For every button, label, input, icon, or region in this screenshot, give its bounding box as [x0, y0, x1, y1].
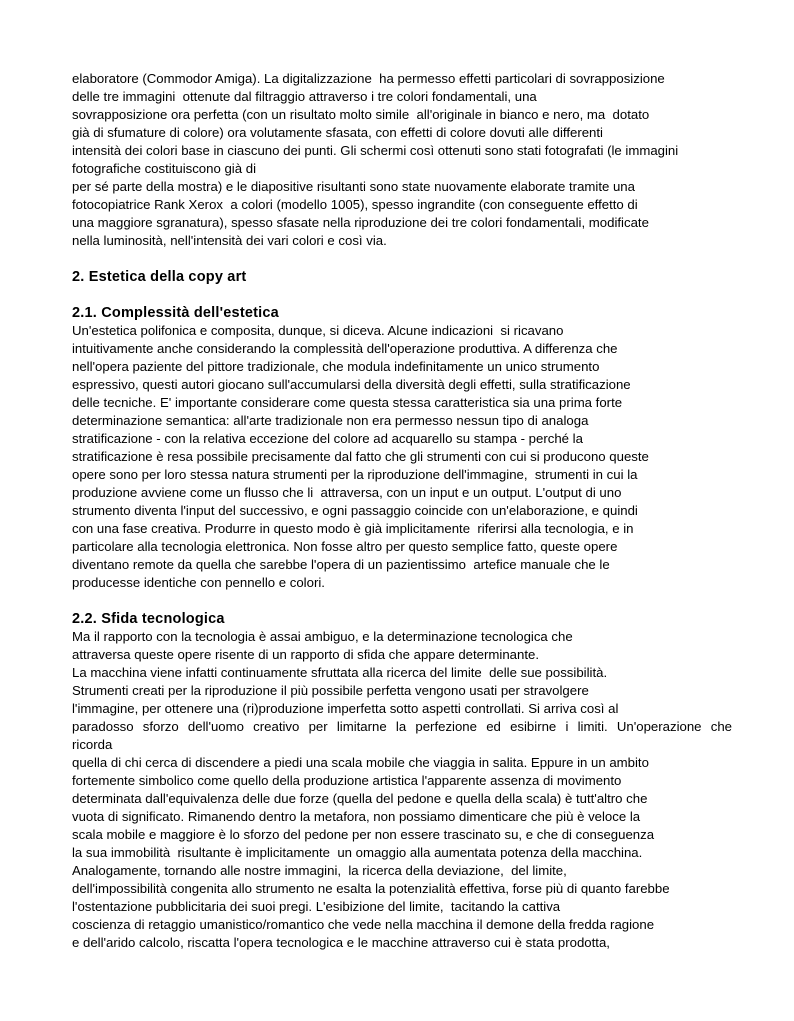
text-line: delle tecniche. E' importante considerare come questa stessa caratteristica sia una prima forte — [72, 395, 623, 410]
text-line: e dell'arido calcolo, riscatta l'opera tecnologica e le macchine attraverso cui è stata prodotta, — [72, 935, 610, 950]
document-body — [72, 70, 732, 952]
text-line: l'immagine, per ottenere una (ri)produzione imperfetta sotto aspetti controllati. Si arriva così al — [72, 701, 619, 716]
text-line: dell'impossibilità congenita allo strumento ne esalta la potenzialità effettiva, forse più di quanto farebbe — [72, 881, 670, 896]
text-line: Strumenti creati per la riproduzione il più possibile perfetta vengono usati per stravolgere — [72, 683, 589, 698]
text-line: elaboratore (Commodor Amiga). La digitalizzazione ha permesso effetti particolari di sovrapposizione — [72, 71, 665, 86]
text-line: quella di chi cerca di discendere a piedi una scala mobile che viaggia in salita. Eppure in un ambito — [72, 755, 649, 770]
text-line: opere sono per loro stessa natura strumenti per la riproduzione dell'immagine, strumenti in cui la — [72, 467, 638, 482]
intro-continuation-paragraph — [72, 70, 732, 250]
text-line: fotografiche costituiscono già di — [72, 161, 257, 176]
text-line: nella luminosità, nell'intensità dei vari colori e così via. — [72, 233, 387, 248]
text-line: delle tre immagini ottenute dal filtraggio attraverso i tre colori fondamentali, una — [72, 89, 537, 104]
text-line: attraversa queste opere risente di un rapporto di sfida che appare determinante. — [72, 647, 539, 662]
text-line: particolare alla tecnologia elettronica. Non fosse altro per questo semplice fatto, queste opere — [72, 539, 618, 554]
text-line: intuitivamente anche considerando la complessità dell'operazione produttiva. A differenza che — [72, 341, 618, 356]
text-line: espressivo, questi autori giocano sull'accumularsi della diversità degli effetti, sulla stratificazione — [72, 377, 631, 392]
section-2-2-paragraph — [72, 628, 732, 952]
section-2-heading: 2. Estetica della copy art — [72, 269, 247, 285]
text-line: fortemente simbolico come quello della produzione artistica l'apparente assenza di movimento — [72, 773, 622, 788]
text-line: stratificazione è resa possibile precisamente dal fatto che gli strumenti con cui si producono queste — [72, 449, 649, 464]
text-line: sovrapposizione ora perfetta (con un risultato molto simile all'originale in bianco e nero, ma dotato — [72, 107, 650, 122]
text-line: fotocopiatrice Rank Xerox a colori (modello 1005), spesso ingrandite (con conseguente effetto di — [72, 197, 638, 212]
text-line: strumento diventa l'input del successivo, e ogni passaggio coincide con un'elaborazione, e quindi — [72, 503, 638, 518]
text-line: vuota di significato. Rimanendo dentro la metafora, non possiamo dimenticare che più è veloce la — [72, 809, 641, 824]
section-2-1-paragraph — [72, 322, 732, 592]
section-2-2-heading: 2.2. Sfida tecnologica — [72, 611, 225, 627]
text-line: scala mobile e maggiore è lo sforzo del pedone per non essere trascinato su, e che di conseguenza — [72, 827, 655, 842]
text-line: la sua immobilità risultante è implicitamente un omaggio alla aumentata potenza della macchina. — [72, 845, 643, 860]
text-line: per sé parte della mostra) e le diapositive risultanti sono state nuovamente elaborate tramite una — [72, 179, 635, 194]
text-line: con una fase creativa. Produrre in questo modo è già implicitamente riferirsi alla tecnologia, e in — [72, 521, 634, 536]
section-2-1-heading: 2.1. Complessità dell'estetica — [72, 305, 279, 321]
text-line: paradosso sforzo dell'uomo creativo per limitarne la perfezione ed esibirne i limiti. Un'operazione che — [72, 719, 732, 734]
text-line: intensità dei colori base in ciascuno dei punti. Gli schermi così ottenuti sono stati fotografati (le immagini — [72, 143, 679, 158]
text-line: producesse identiche con pennello e colori. — [72, 575, 325, 590]
text-line: Un'estetica polifonica e composita, dunque, si diceva. Alcune indicazioni si ricavano — [72, 323, 564, 338]
text-line: La macchina viene infatti continuamente sfruttata alla ricerca del limite delle sue possibilità. — [72, 665, 608, 680]
text-line: Analogamente, tornando alle nostre immagini, la ricerca della deviazione, del limite, — [72, 863, 567, 878]
text-line: coscienza di retaggio umanistico/romantico che vede nella macchina il demone della fredda ragione — [72, 917, 655, 932]
text-line: ricorda — [72, 737, 113, 752]
text-line: già di sfumature di colore) ora volutamente sfasata, con effetti di colore dovuti alle differenti — [72, 125, 603, 140]
text-line: produzione avviene come un flusso che li attraversa, con un input e un output. L'output di uno — [72, 485, 622, 500]
text-line: nell'opera paziente del pittore tradizionale, che modula indefinitamente un unico strumento — [72, 359, 600, 374]
text-line: diventano remote da quella che sarebbe l'opera di un pazientissimo artefice manuale che le — [72, 557, 610, 572]
text-line: una maggiore sgranatura), spesso sfasate nella riproduzione dei tre colori fondamentali, modificate — [72, 215, 649, 230]
text-line: l'ostentazione pubblicitaria dei suoi pregi. L'esibizione del limite, tacitando la cattiva — [72, 899, 561, 914]
text-line: Ma il rapporto con la tecnologia è assai ambiguo, e la determinazione tecnologica che — [72, 629, 573, 644]
text-line: determinazione semantica: all'arte tradizionale non era permesso nessun tipo di analoga — [72, 413, 589, 428]
text-line: determinata dall'equivalenza delle due forze (quella del pedone e quella della scala) è tutt'altro che — [72, 791, 648, 806]
text-line: stratificazione - con la relativa eccezione del colore ad acquarello su stampa - perché la — [72, 431, 583, 446]
